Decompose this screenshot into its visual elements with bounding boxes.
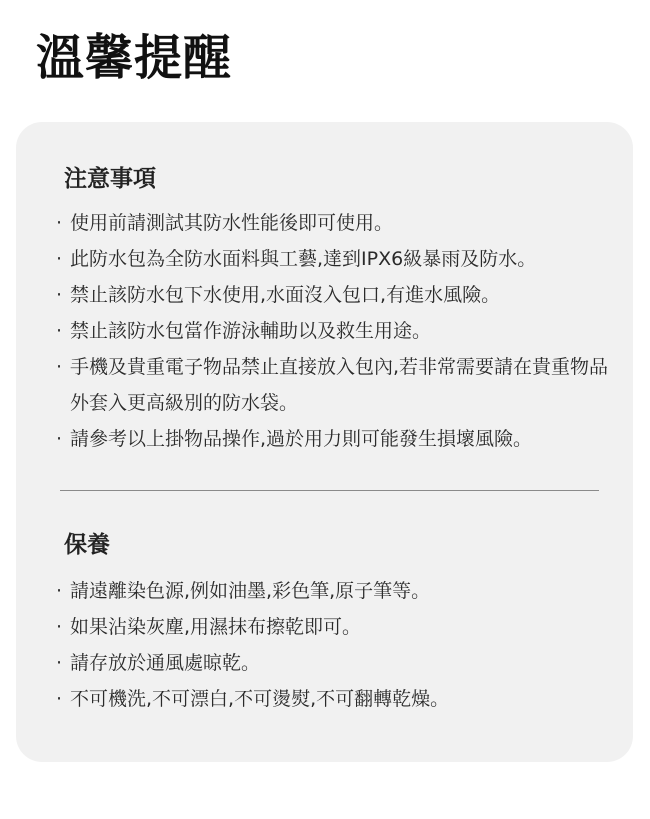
notice-item-text: 請參考以上掛物品操作,過於用力則可能發生損壞風險。 <box>70 428 533 450</box>
bullet-icon: · <box>56 356 63 378</box>
notice-item-text: 此防水包為全防水面料與工藝,達到IPX6級暴雨及防水。 <box>70 248 537 270</box>
bullet-icon: · <box>56 616 63 638</box>
notice-list <box>56 205 616 457</box>
notice-list-item <box>56 313 616 349</box>
notice-list-item <box>56 421 616 457</box>
notice-item-text: 使用前請測試其防水性能後即可使用。 <box>70 212 394 234</box>
notice-list-item <box>56 205 616 241</box>
notice-section-title: 注意事項 <box>64 166 156 192</box>
care-section-title: 保養 <box>64 532 110 558</box>
care-list-item <box>56 609 616 645</box>
bullet-icon: · <box>56 248 63 270</box>
care-list-item <box>56 681 616 717</box>
notice-list-item <box>56 241 616 277</box>
care-item-text: 請遠離染色源,例如油墨,彩色筆,原子筆等。 <box>70 580 431 602</box>
bullet-icon: · <box>56 320 63 342</box>
care-item-text: 如果沾染灰塵,用濕抹布擦乾即可。 <box>70 616 362 638</box>
care-list-item <box>56 573 616 609</box>
bullet-icon: · <box>56 652 63 674</box>
care-list-item <box>56 645 616 681</box>
bullet-icon: · <box>56 284 63 306</box>
bullet-icon: · <box>56 212 63 234</box>
notice-list-item <box>56 277 616 313</box>
info-card <box>16 122 633 762</box>
bullet-icon: · <box>56 688 63 710</box>
bullet-icon: · <box>56 580 63 602</box>
notice-item-text: 禁止該防水包當作游泳輔助以及救生用途。 <box>70 320 432 342</box>
section-divider <box>60 490 599 491</box>
notice-list-item <box>56 349 616 421</box>
care-item-text: 不可機洗,不可漂白,不可燙熨,不可翻轉乾燥。 <box>70 688 450 710</box>
notice-item-text: 禁止該防水包下水使用,水面沒入包口,有進水風險。 <box>70 284 501 306</box>
care-item-text: 請存放於通風處晾乾。 <box>70 652 261 674</box>
care-list <box>56 573 616 717</box>
page-title: 溫馨提醒 <box>36 30 233 86</box>
bullet-icon: · <box>56 428 63 450</box>
notice-item-text: 手機及貴重電子物品禁止直接放入包內,若非常需要請在貴重物品外套入更高級別的防水袋。 <box>70 356 609 414</box>
